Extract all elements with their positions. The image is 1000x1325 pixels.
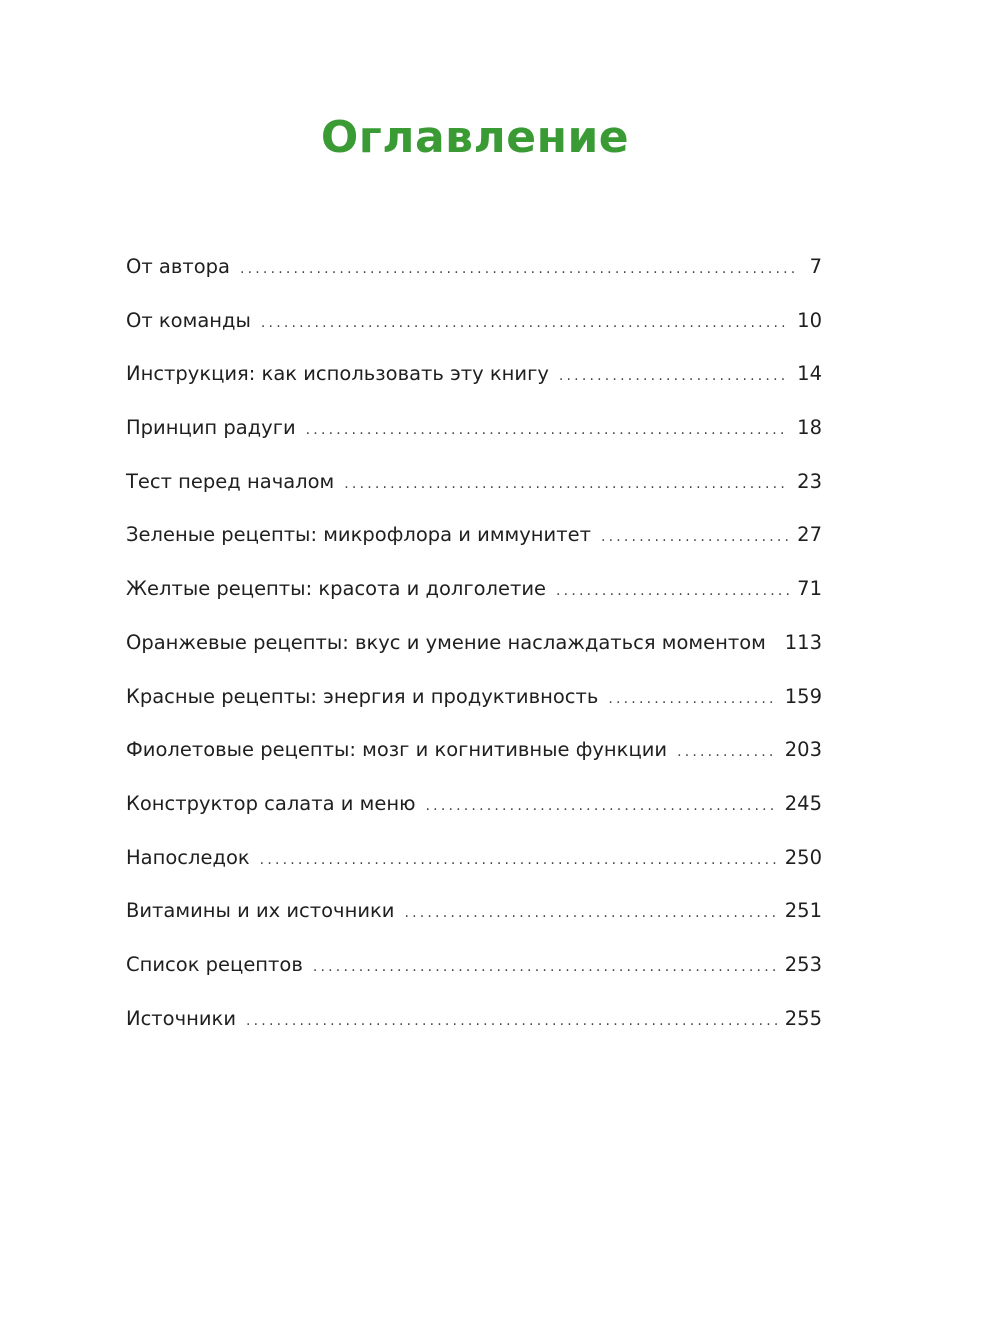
dot-leader [240, 252, 794, 287]
toc-entry-title: Красные рецепты: энергия и продуктивность [126, 684, 599, 708]
toc-entry-title: Принцип радуги [126, 416, 296, 440]
toc-entry-page: 71 [797, 577, 822, 601]
toc-entry-page: 203 [784, 738, 822, 762]
dot-leader [261, 306, 789, 341]
toc-entry[interactable] [126, 464, 822, 518]
dot-leader [426, 789, 777, 824]
toc-entry-title: Напоследок [126, 845, 250, 869]
dot-leader [306, 413, 790, 448]
toc-entry-title: Инструкция: как использовать эту книгу [126, 362, 549, 386]
toc-entry[interactable] [126, 517, 822, 571]
dot-leader [677, 735, 777, 770]
toc-entry[interactable] [126, 947, 822, 1001]
toc-entry-page: 27 [797, 523, 822, 547]
dot-leader [260, 843, 777, 878]
toc-entry-page: 251 [784, 899, 822, 923]
toc-entry-page: 253 [784, 952, 822, 976]
toc-entry-title: Зеленые рецепты: микрофлора и иммунитет [126, 523, 591, 547]
toc-entry-page: 23 [797, 469, 822, 493]
dot-leader [344, 467, 789, 502]
toc-entry-page: 18 [797, 416, 822, 440]
toc-entry[interactable] [126, 840, 822, 894]
toc-entry-title: Конструктор салата и меню [126, 791, 416, 815]
dot-leader [404, 896, 776, 931]
toc-entry-title: Фиолетовые рецепты: мозг и когнитивные функции [126, 738, 668, 762]
toc-entry-page: 250 [784, 845, 822, 869]
toc-entry-title: Список рецептов [126, 952, 303, 976]
toc-entry[interactable] [126, 893, 822, 947]
toc-entry[interactable] [126, 786, 822, 840]
toc-entry-title: От автора [126, 255, 230, 278]
toc-entry-title: От команды [126, 308, 251, 332]
dot-leader [556, 574, 789, 609]
toc-entry[interactable] [126, 410, 822, 464]
toc-entry-title: Тест перед началом [126, 469, 335, 493]
toc-entry-page: 10 [797, 308, 822, 332]
page-title: Оглавление [320, 112, 630, 163]
toc-entry[interactable] [126, 1001, 822, 1055]
toc-entry[interactable] [126, 356, 822, 410]
toc-entry-page: 14 [797, 362, 822, 386]
toc-entry[interactable] [126, 571, 822, 625]
dot-leader [246, 1004, 777, 1039]
dot-leader [601, 520, 789, 555]
toc-entry-page: 159 [784, 684, 822, 708]
toc-entry-page: 113 [784, 630, 822, 654]
toc-entry-title: Оранжевые рецепты: вкус и умение наслаждаться моментом [126, 630, 766, 654]
table-of-contents [126, 249, 822, 1054]
toc-entry-title: Желтые рецепты: красота и долголетие [126, 577, 547, 601]
dot-leader [559, 359, 789, 394]
toc-entry-page: 255 [784, 1006, 822, 1030]
toc-entry[interactable] [126, 679, 822, 733]
toc-entry-page: 7 [809, 255, 822, 278]
toc-entry[interactable] [126, 249, 822, 303]
dot-leader [608, 682, 776, 717]
toc-entry-page: 245 [784, 791, 822, 815]
toc-entry[interactable] [126, 303, 822, 357]
dot-leader [313, 950, 777, 985]
toc-entry[interactable] [126, 625, 822, 679]
toc-entry-title: Источники [126, 1006, 236, 1030]
toc-entry-title: Витамины и их источники [126, 899, 395, 923]
toc-entry[interactable] [126, 732, 822, 786]
